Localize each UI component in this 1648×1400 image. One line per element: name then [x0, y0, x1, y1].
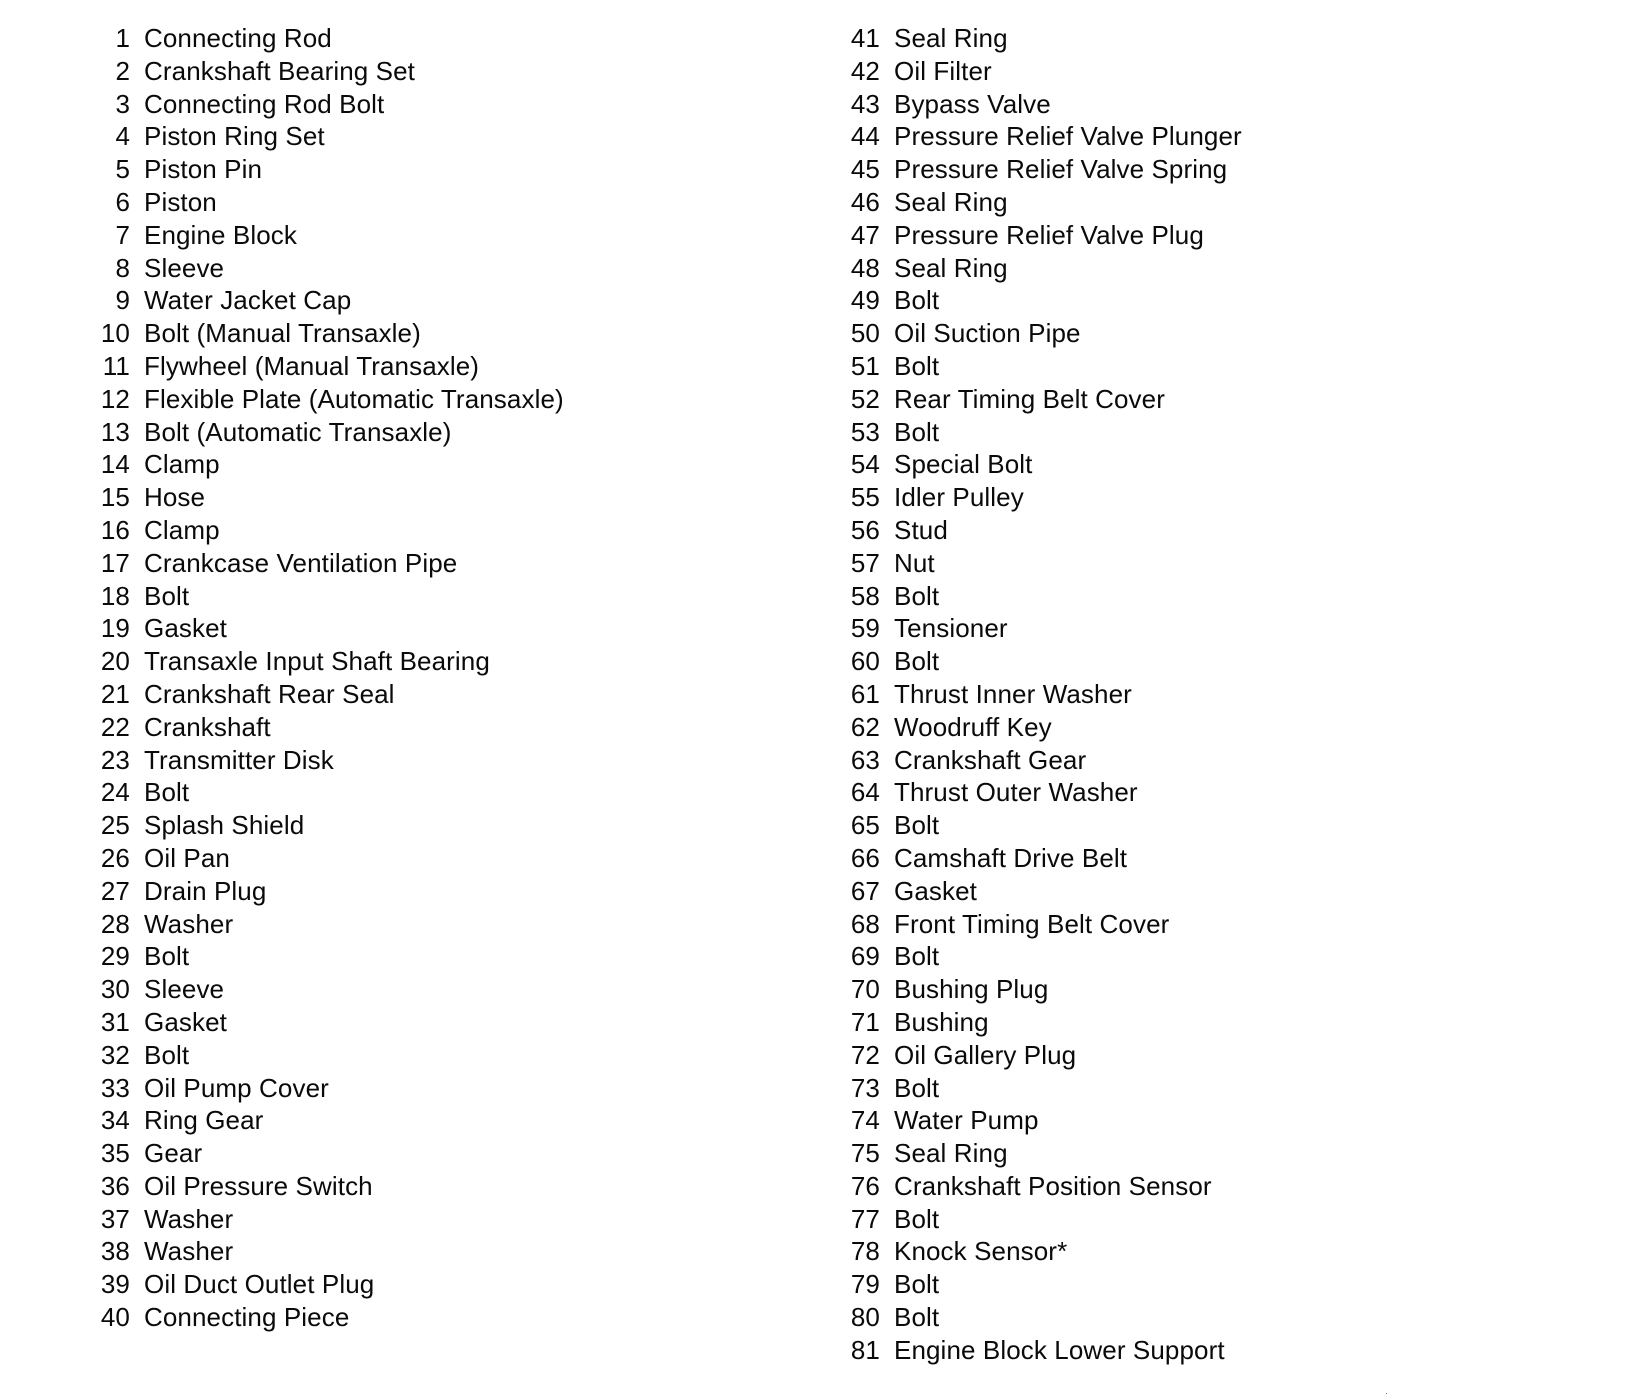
- part-name: Sleeve: [144, 252, 225, 283]
- part-item: [838, 481, 1242, 514]
- part-number: 60: [850, 646, 880, 677]
- part-name: Flexible Plate (Automatic Transaxle): [144, 383, 564, 414]
- part-name: Crankshaft Gear: [894, 744, 1087, 775]
- part-name: Knock Sensor*: [894, 1236, 1068, 1267]
- part-item: [88, 940, 564, 973]
- part-number: 22: [100, 711, 130, 742]
- part-item: [88, 317, 564, 350]
- part-number: 39: [100, 1269, 130, 1300]
- part-item: [88, 711, 564, 744]
- part-item: [838, 416, 1242, 449]
- part-number: 67: [850, 875, 880, 906]
- part-name: Crankcase Ventilation Pipe: [144, 547, 458, 578]
- part-item: [88, 1072, 564, 1105]
- part-number: 7: [115, 219, 130, 250]
- part-item: [838, 1039, 1242, 1072]
- part-item: [838, 1104, 1242, 1137]
- part-name: Special Bolt: [894, 449, 1033, 480]
- part-number: 19: [100, 613, 130, 644]
- part-number: 15: [100, 482, 130, 513]
- part-item: [838, 317, 1242, 350]
- part-name: Gasket: [894, 875, 977, 906]
- part-item: [838, 284, 1242, 317]
- part-item: [88, 1170, 564, 1203]
- part-item: [838, 973, 1242, 1006]
- part-number: 11: [102, 350, 130, 381]
- part-item: [88, 1203, 564, 1236]
- part-name: Camshaft Drive Belt: [894, 842, 1128, 873]
- part-name: Piston Ring Set: [144, 121, 325, 152]
- part-number: 14: [100, 449, 130, 480]
- part-item: [88, 252, 564, 285]
- part-name: Bolt: [894, 646, 940, 677]
- part-number: 12: [100, 383, 130, 414]
- part-name: Crankshaft Position Sensor: [894, 1170, 1212, 1201]
- part-name: Woodruff Key: [894, 711, 1052, 742]
- part-name: Flywheel (Manual Transaxle): [144, 350, 480, 381]
- part-name: Crankshaft Rear Seal: [144, 678, 395, 709]
- part-name: Bolt: [144, 941, 190, 972]
- part-number: 51: [850, 350, 880, 381]
- part-item: [838, 809, 1242, 842]
- part-number: 3: [115, 88, 130, 119]
- part-name: Seal Ring: [894, 186, 1008, 217]
- part-name: Water Jacket Cap: [144, 285, 352, 316]
- part-name: Oil Suction Pipe: [894, 318, 1081, 349]
- part-number: 29: [100, 941, 130, 972]
- part-name: Gasket: [144, 1006, 227, 1037]
- part-item: [88, 1006, 564, 1039]
- part-item: [88, 547, 564, 580]
- part-item: [88, 284, 564, 317]
- part-number: 6: [115, 186, 130, 217]
- part-item: [838, 383, 1242, 416]
- part-item: [838, 186, 1242, 219]
- part-number: 45: [850, 154, 880, 185]
- part-item: [88, 842, 564, 875]
- part-number: 52: [850, 383, 880, 414]
- part-name: Bolt: [144, 580, 190, 611]
- part-item: [838, 547, 1242, 580]
- part-name: Oil Filter: [894, 55, 992, 86]
- part-item: [88, 744, 564, 777]
- part-name: Transaxle Input Shaft Bearing: [144, 646, 490, 677]
- part-item: [838, 1301, 1242, 1334]
- part-number: 2: [115, 55, 130, 86]
- part-name: Rear Timing Belt Cover: [894, 383, 1165, 414]
- part-name: Piston Pin: [144, 154, 263, 185]
- part-name: Oil Pan: [144, 842, 230, 873]
- part-number: 46: [850, 186, 880, 217]
- part-item: [838, 744, 1242, 777]
- part-name: Oil Pump Cover: [144, 1072, 329, 1103]
- part-name: Crankshaft Bearing Set: [144, 55, 416, 86]
- part-name: Oil Pressure Switch: [144, 1170, 373, 1201]
- part-item: [88, 22, 564, 55]
- part-number: 17: [100, 547, 130, 578]
- part-name: Clamp: [144, 449, 220, 480]
- part-name: Piston: [144, 186, 217, 217]
- part-number: 78: [850, 1236, 880, 1267]
- part-name: Sleeve: [144, 974, 225, 1005]
- part-name: Water Pump: [894, 1105, 1039, 1136]
- part-item: [88, 481, 564, 514]
- part-number: 42: [850, 55, 880, 86]
- part-item: [838, 711, 1242, 744]
- part-number: 31: [100, 1006, 130, 1037]
- part-number: 43: [850, 88, 880, 119]
- part-number: 1: [115, 23, 130, 53]
- part-item: [88, 1039, 564, 1072]
- part-item: [88, 612, 564, 645]
- part-number: 80: [850, 1302, 880, 1333]
- parts-list-left: [88, 22, 564, 1334]
- part-item: [88, 580, 564, 613]
- part-number: 18: [100, 580, 130, 611]
- part-name: Bolt: [144, 777, 190, 808]
- part-item: [838, 842, 1242, 875]
- part-number: 33: [100, 1072, 130, 1103]
- part-number: 74: [850, 1105, 880, 1136]
- part-name: Bushing: [894, 1006, 989, 1037]
- part-number: 23: [100, 744, 130, 775]
- part-item: [838, 120, 1242, 153]
- part-item: [88, 645, 564, 678]
- part-name: Seal Ring: [894, 23, 1008, 53]
- part-name: Washer: [144, 1236, 234, 1267]
- part-item: [88, 1268, 564, 1301]
- part-name: Seal Ring: [894, 1138, 1008, 1169]
- part-item: [88, 875, 564, 908]
- part-name: Drain Plug: [144, 875, 267, 906]
- part-item: [838, 875, 1242, 908]
- part-name: Pressure Relief Valve Plug: [894, 219, 1204, 250]
- part-number: 73: [850, 1072, 880, 1103]
- part-name: Bushing Plug: [894, 974, 1049, 1005]
- part-number: 40: [100, 1302, 130, 1333]
- part-number: 49: [850, 285, 880, 316]
- part-name: Seal Ring: [894, 252, 1008, 283]
- part-item: [838, 252, 1242, 285]
- part-item: [88, 514, 564, 547]
- part-item: [838, 153, 1242, 186]
- part-number: 34: [100, 1105, 130, 1136]
- part-item: [838, 448, 1242, 481]
- part-name: Connecting Rod Bolt: [144, 88, 385, 119]
- part-number: 75: [850, 1138, 880, 1169]
- part-name: Gear: [144, 1138, 203, 1169]
- part-item: [88, 678, 564, 711]
- part-name: Oil Duct Outlet Plug: [144, 1269, 375, 1300]
- part-item: [88, 1235, 564, 1268]
- part-item: [838, 1137, 1242, 1170]
- part-name: Bolt (Automatic Transaxle): [144, 416, 452, 447]
- part-item: [838, 1203, 1242, 1236]
- part-number: 50: [850, 318, 880, 349]
- part-item: [838, 514, 1242, 547]
- part-number: 37: [100, 1203, 130, 1234]
- part-name: Tensioner: [894, 613, 1008, 644]
- part-item: [88, 120, 564, 153]
- part-name: Idler Pulley: [894, 482, 1024, 513]
- part-name: Engine Block: [144, 219, 297, 250]
- part-number: 5: [115, 154, 130, 185]
- part-number: 79: [850, 1269, 880, 1300]
- part-number: 56: [850, 514, 880, 545]
- part-name: Bolt: [894, 1072, 940, 1103]
- part-name: Transmitter Disk: [144, 744, 334, 775]
- part-number: 58: [850, 580, 880, 611]
- part-name: Splash Shield: [144, 810, 305, 841]
- part-item: [88, 350, 564, 383]
- part-number: 54: [850, 449, 880, 480]
- part-number: 4: [115, 121, 130, 152]
- part-name: Clamp: [144, 514, 220, 545]
- part-name: Gasket: [144, 613, 227, 644]
- part-number: 53: [850, 416, 880, 447]
- part-name: Bolt: [894, 810, 940, 841]
- part-number: 61: [850, 678, 880, 709]
- part-number: 62: [850, 711, 880, 742]
- part-number: 32: [100, 1039, 130, 1070]
- part-item: [88, 383, 564, 416]
- part-number: 63: [850, 744, 880, 775]
- part-item: [88, 186, 564, 219]
- part-name: Front Timing Belt Cover: [894, 908, 1170, 939]
- part-name: Connecting Piece: [144, 1302, 350, 1333]
- part-item: [88, 776, 564, 809]
- part-item: [88, 1301, 564, 1334]
- part-item: [88, 1104, 564, 1137]
- part-number: 13: [100, 416, 130, 447]
- part-number: 65: [850, 810, 880, 841]
- part-number: 48: [850, 252, 880, 283]
- part-number: 66: [850, 842, 880, 873]
- part-item: [838, 1006, 1242, 1039]
- part-number: 64: [850, 777, 880, 808]
- part-name: Thrust Outer Washer: [894, 777, 1138, 808]
- part-item: [838, 580, 1242, 613]
- part-name: Bolt: [894, 1203, 940, 1234]
- part-number: 10: [100, 318, 130, 349]
- part-number: 21: [100, 678, 130, 709]
- part-item: [838, 1334, 1242, 1367]
- part-name: Bolt: [894, 580, 940, 611]
- part-number: 72: [850, 1039, 880, 1070]
- part-name: Washer: [144, 908, 234, 939]
- part-item: [838, 1235, 1242, 1268]
- part-number: 44: [850, 121, 880, 152]
- part-name: Bypass Valve: [894, 88, 1051, 119]
- part-number: 30: [100, 974, 130, 1005]
- part-name: Oil Gallery Plug: [894, 1039, 1077, 1070]
- part-item: [88, 1137, 564, 1170]
- part-number: 70: [850, 974, 880, 1005]
- part-number: 68: [850, 908, 880, 939]
- part-name: Bolt: [894, 1302, 940, 1333]
- part-item: [838, 219, 1242, 252]
- part-number: 69: [850, 941, 880, 972]
- part-item: [838, 645, 1242, 678]
- part-number: 59: [850, 613, 880, 644]
- part-name: Bolt: [894, 941, 940, 972]
- part-number: 41: [850, 23, 880, 53]
- part-name: Hose: [144, 482, 206, 513]
- part-name: Nut: [894, 547, 935, 578]
- part-item: [838, 350, 1242, 383]
- part-number: 77: [850, 1203, 880, 1234]
- part-name: Bolt: [144, 1039, 190, 1070]
- part-item: [838, 612, 1242, 645]
- part-name: Ring Gear: [144, 1105, 264, 1136]
- part-item: [88, 88, 564, 121]
- part-number: 8: [115, 252, 130, 283]
- part-name: Pressure Relief Valve Spring: [894, 154, 1228, 185]
- part-item: [88, 219, 564, 252]
- part-name: Engine Block Lower Support: [894, 1334, 1225, 1365]
- part-number: 76: [850, 1170, 880, 1201]
- part-name: Bolt: [894, 285, 940, 316]
- part-number: 9: [115, 285, 130, 316]
- part-item: [88, 153, 564, 186]
- part-item: [88, 908, 564, 941]
- part-number: 47: [850, 219, 880, 250]
- part-number: 24: [100, 777, 130, 808]
- scan-speck: [1386, 1393, 1387, 1394]
- part-number: 57: [850, 547, 880, 578]
- part-name: Washer: [144, 1203, 234, 1234]
- part-number: 38: [100, 1236, 130, 1267]
- part-number: 36: [100, 1170, 130, 1201]
- part-item: [838, 55, 1242, 88]
- part-name: Pressure Relief Valve Plunger: [894, 121, 1242, 152]
- part-item: [838, 1268, 1242, 1301]
- part-number: 16: [100, 514, 130, 545]
- part-number: 28: [100, 908, 130, 939]
- part-item: [838, 22, 1242, 55]
- part-name: Bolt: [894, 416, 940, 447]
- part-item: [838, 678, 1242, 711]
- part-item: [838, 1170, 1242, 1203]
- part-item: [88, 55, 564, 88]
- part-number: 20: [100, 646, 130, 677]
- part-number: 71: [850, 1006, 880, 1037]
- part-name: Crankshaft: [144, 711, 271, 742]
- part-number: 35: [100, 1138, 130, 1169]
- part-name: Bolt (Manual Transaxle): [144, 318, 421, 349]
- part-number: 26: [100, 842, 130, 873]
- part-item: [838, 940, 1242, 973]
- part-item: [88, 448, 564, 481]
- part-item: [88, 973, 564, 1006]
- part-name: Bolt: [894, 350, 940, 381]
- part-name: Connecting Rod: [144, 23, 332, 53]
- part-item: [838, 1072, 1242, 1105]
- part-name: Thrust Inner Washer: [894, 678, 1132, 709]
- part-item: [88, 416, 564, 449]
- part-number: 81: [850, 1334, 880, 1365]
- part-name: Stud: [894, 514, 948, 545]
- part-item: [838, 908, 1242, 941]
- part-item: [88, 809, 564, 842]
- part-number: 55: [850, 482, 880, 513]
- part-item: [838, 88, 1242, 121]
- part-item: [838, 776, 1242, 809]
- part-number: 27: [100, 875, 130, 906]
- part-name: Bolt: [894, 1269, 940, 1300]
- part-number: 25: [100, 810, 130, 841]
- parts-list-right: [838, 22, 1242, 1367]
